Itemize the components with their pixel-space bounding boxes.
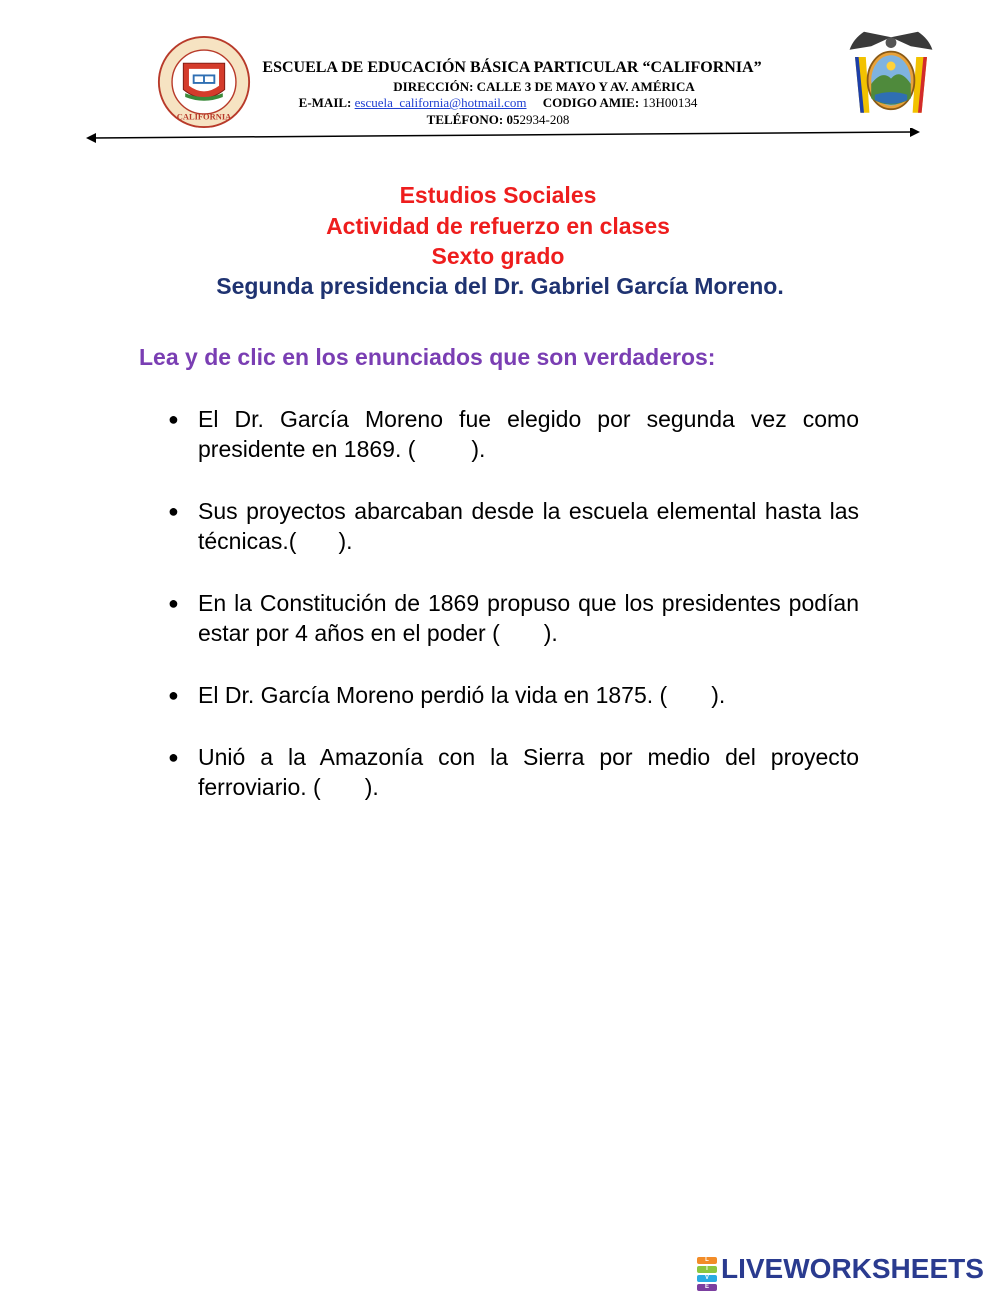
school-address: DIRECCIÓN: CALLE 3 DE MAYO Y AV. AMÉRICA [393,79,695,94]
statement-text: El Dr. García Moreno fue elegido por segunda vez como presidente en 1869. ( [198,406,859,462]
statement-text: El Dr. García Moreno perdió la vida en 1875. ( [198,682,668,708]
subject-title: Estudios Sociales [399,182,597,208]
bullet-icon: ● [168,685,179,705]
grade-title: Sexto grado [431,243,565,269]
coat-of-arms-icon [846,30,936,120]
bullet-icon: ● [168,501,179,521]
amie-label: CODIGO AMIE: [542,95,640,110]
brand-name: LIVEWORKSHEETS [721,1253,984,1284]
topic-title: Segunda presidencia del Dr. Gabriel García Moreno. [216,273,784,299]
statement-2[interactable]: ● Sus proyectos abarcaban desde la escuela elemental hasta las técnicas.( ). [168,498,859,554]
email-label: E-MAIL: [298,95,352,110]
school-name: ESCUELA DE EDUCACIÓN BÁSICA PARTICULAR “CALIFORNIA” [262,59,762,76]
instruction-text: Lea y de clic en los enunciados que son verdaderos: [139,344,716,370]
amie-code: 13H00134 [642,95,698,110]
header-divider [86,128,920,144]
logo-text: CALIFORNIA [176,111,232,122]
phone-number: 2934-208 [519,112,570,127]
email-link[interactable]: escuela_california@hotmail.com [354,95,527,110]
statement-1[interactable]: ● El Dr. García Moreno fue elegido por segunda vez como presidente en 1869. ( ). [168,406,859,462]
liveworksheets-logo [697,1253,984,1290]
bullet-icon: ● [168,593,179,613]
bullet-icon: ● [168,747,179,767]
statement-4[interactable]: ● El Dr. García Moreno perdió la vida en 1875. ( ). [168,682,726,708]
phone-prefix: 05 [506,112,520,127]
statement-3[interactable]: ● En la Constitución de 1869 propuso que los presidentes podían estar por 4 años en el poder ( ). [168,590,859,646]
statement-text: En la Constitución de 1869 propuso que los presidentes podían estar por 4 años en el poder ( [198,590,859,646]
statement-list [167,404,859,834]
statement-text: Unió a la Amazonía con la Sierra por medio del proyecto ferroviario. ( [198,744,859,800]
brand-badge-icon: L I V E [697,1256,717,1282]
phone-label: TELÉFONO: [426,112,504,127]
activity-title: Actividad de refuerzo en clases [326,213,670,239]
statement-5[interactable]: ● Unió a la Amazonía con la Sierra por medio del proyecto ferroviario. ( ). [168,744,859,800]
statement-text: Sus proyectos abarcaban desde la escuela elemental hasta las técnicas.( [198,498,859,554]
bullet-icon: ● [168,409,179,429]
